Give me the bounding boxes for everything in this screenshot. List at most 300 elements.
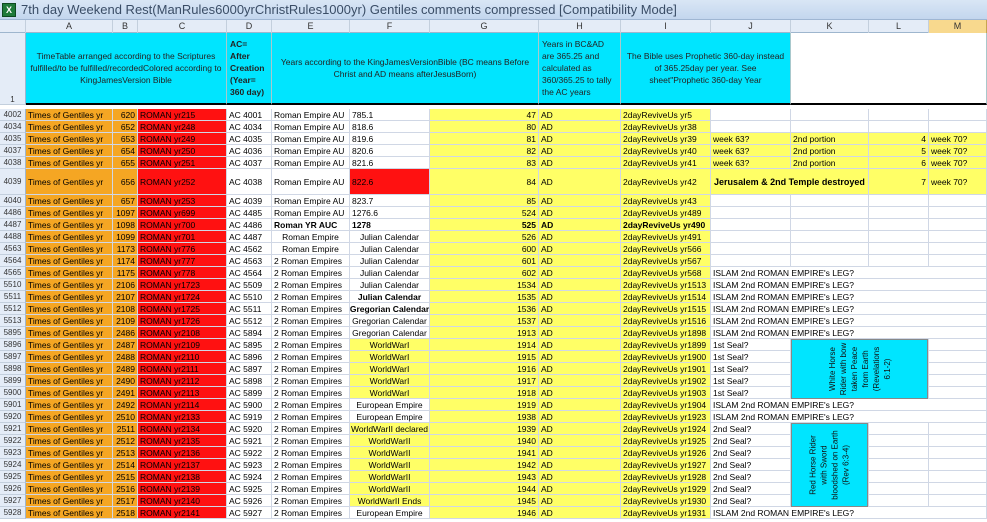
cell-j[interactable]: ISLAM 2nd ROMAN EMPIRE's LEG?: [711, 507, 987, 519]
cell-a[interactable]: Times of Gentiles yr: [26, 447, 113, 459]
cell-b[interactable]: 2513: [113, 447, 138, 459]
cell-k[interactable]: [791, 195, 869, 207]
cell-a[interactable]: Times of Gentiles yr: [26, 459, 113, 471]
cell-j[interactable]: ISLAM 2nd ROMAN EMPIRE's LEG?: [711, 327, 987, 339]
cell-d[interactable]: AC 5921: [227, 435, 272, 447]
cell-f[interactable]: WorldWarII: [350, 435, 430, 447]
cell-b[interactable]: 2510: [113, 411, 138, 423]
cell-l[interactable]: [869, 243, 929, 255]
cell-g[interactable]: 1536: [430, 303, 539, 315]
cell-l[interactable]: [869, 109, 929, 121]
row-header[interactable]: 4040: [0, 195, 26, 207]
cell-a[interactable]: Times of Gentiles yr: [26, 423, 113, 435]
cell-g[interactable]: 84: [430, 169, 539, 195]
cell-c[interactable]: ROMAN yr2109: [138, 339, 227, 351]
cell-e[interactable]: 2 Roman Empires: [272, 483, 350, 495]
cell-b[interactable]: 620: [113, 109, 138, 121]
cell-j[interactable]: ISLAM 2nd ROMAN EMPIRE's LEG?: [711, 303, 987, 315]
cell-c[interactable]: ROMAN yr1725: [138, 303, 227, 315]
cell-f[interactable]: Julian Calendar: [350, 231, 430, 243]
cell-a[interactable]: Times of Gentiles yr: [26, 471, 113, 483]
cell-d[interactable]: AC 5923: [227, 459, 272, 471]
cell-c[interactable]: ROMAN yr252: [138, 169, 227, 195]
cell-e[interactable]: Roman Empire AU: [272, 195, 350, 207]
cell-j[interactable]: [711, 121, 791, 133]
cell-j[interactable]: [711, 195, 791, 207]
cell-b[interactable]: 656: [113, 169, 138, 195]
cell-d[interactable]: AC 4486: [227, 219, 272, 231]
cell-f[interactable]: European Empire: [350, 507, 430, 519]
cell-c[interactable]: ROMAN yr699: [138, 207, 227, 219]
cell-b[interactable]: 2514: [113, 459, 138, 471]
row-header[interactable]: 5928: [0, 507, 26, 519]
cell-c[interactable]: ROMAN yr2138: [138, 471, 227, 483]
cell-m[interactable]: week 70?: [929, 169, 987, 195]
cell-k[interactable]: [791, 207, 869, 219]
cell-m[interactable]: [929, 351, 987, 363]
cell-d[interactable]: AC 5926: [227, 495, 272, 507]
header-bc-ad[interactable]: Years in BC&AD are 365.25 and calculated as 360/365.25 to tally the AC years: [539, 33, 621, 105]
cell-b[interactable]: 1098: [113, 219, 138, 231]
cell-g[interactable]: 1914: [430, 339, 539, 351]
cell-m[interactable]: [929, 195, 987, 207]
cell-f[interactable]: 823.7: [350, 195, 430, 207]
cell-e[interactable]: Roman Empire AU: [272, 169, 350, 195]
cell-e[interactable]: 2 Roman Empires: [272, 255, 350, 267]
cell-f[interactable]: European Empire: [350, 411, 430, 423]
cell-j[interactable]: 2nd Seal?: [711, 471, 791, 483]
cell-j[interactable]: ISLAM 2nd ROMAN EMPIRE's LEG?: [711, 411, 987, 423]
cell-j[interactable]: 1st Seal?: [711, 339, 791, 351]
cell-e[interactable]: 2 Roman Empires: [272, 459, 350, 471]
row-header[interactable]: 5927: [0, 495, 26, 507]
cell-i[interactable]: 2dayReviveUs yr1899: [621, 339, 711, 351]
cell-i[interactable]: 2dayReviveUs yr1929: [621, 483, 711, 495]
row-header[interactable]: 5896: [0, 339, 26, 351]
cell-d[interactable]: AC 4487: [227, 231, 272, 243]
cell-i[interactable]: 2dayReviveUs yr1513: [621, 279, 711, 291]
cell-i[interactable]: 2dayReviveUs yr1515: [621, 303, 711, 315]
cell-e[interactable]: 2 Roman Empires: [272, 423, 350, 435]
cell-g[interactable]: 1918: [430, 387, 539, 399]
excel-icon[interactable]: X: [2, 3, 16, 17]
column-header-D[interactable]: D: [227, 20, 272, 33]
cell-e[interactable]: 2 Roman Empires: [272, 327, 350, 339]
cell-a[interactable]: Times of Gentiles yr: [26, 133, 113, 145]
cell-i[interactable]: 2dayReviveUs yr1927: [621, 459, 711, 471]
cell-e[interactable]: 2 Roman Empires: [272, 399, 350, 411]
cell-g[interactable]: 525: [430, 219, 539, 231]
cell-d[interactable]: AC 5897: [227, 363, 272, 375]
row-header[interactable]: 5921: [0, 423, 26, 435]
cell-m[interactable]: [929, 219, 987, 231]
cell-f[interactable]: 822.6: [350, 169, 430, 195]
cell-c[interactable]: ROMAN yr777: [138, 255, 227, 267]
cell-a[interactable]: Times of Gentiles yr: [26, 207, 113, 219]
cell-h[interactable]: AD: [539, 471, 621, 483]
cell-b[interactable]: 1175: [113, 267, 138, 279]
cell-e[interactable]: 2 Roman Empires: [272, 435, 350, 447]
cell-c[interactable]: ROMAN yr2113: [138, 387, 227, 399]
row-header[interactable]: 5895: [0, 327, 26, 339]
cell-m[interactable]: [929, 447, 987, 459]
cell-a[interactable]: Times of Gentiles yr: [26, 267, 113, 279]
cell-a[interactable]: Times of Gentiles yr: [26, 399, 113, 411]
cell-m[interactable]: [929, 243, 987, 255]
cell-b[interactable]: 1097: [113, 207, 138, 219]
cell-a[interactable]: Times of Gentiles yr: [26, 435, 113, 447]
row-header[interactable]: 5512: [0, 303, 26, 315]
column-header-C[interactable]: C: [138, 20, 227, 33]
cell-f[interactable]: European Empire: [350, 399, 430, 411]
cell-b[interactable]: 2515: [113, 471, 138, 483]
cell-f[interactable]: WorldWarII: [350, 447, 430, 459]
cell-b[interactable]: 2492: [113, 399, 138, 411]
cell-k[interactable]: [791, 243, 869, 255]
cell-a[interactable]: Times of Gentiles yr: [26, 339, 113, 351]
cell-j[interactable]: week 63?: [711, 133, 791, 145]
column-header-K[interactable]: K: [791, 20, 869, 33]
cell-c[interactable]: ROMAN yr778: [138, 267, 227, 279]
cell-d[interactable]: AC 5894: [227, 327, 272, 339]
header-kjv-years[interactable]: Years according to the KingJamesVersionBible (BC means Before Christ and AD means afterJesusBorn): [272, 33, 539, 105]
cell-m[interactable]: [929, 231, 987, 243]
cell-h[interactable]: AD: [539, 145, 621, 157]
cell-j[interactable]: ISLAM 2nd ROMAN EMPIRE's LEG?: [711, 267, 987, 279]
cell-c[interactable]: ROMAN yr2112: [138, 375, 227, 387]
cell-a[interactable]: Times of Gentiles yr: [26, 145, 113, 157]
cell-a[interactable]: Times of Gentiles yr: [26, 169, 113, 195]
cell-e[interactable]: 2 Roman Empires: [272, 495, 350, 507]
cell-c[interactable]: ROMAN yr2114: [138, 399, 227, 411]
cell-e[interactable]: 2 Roman Empires: [272, 291, 350, 303]
cell-i[interactable]: 2dayReviveUs yr5: [621, 109, 711, 121]
cell-j[interactable]: 2nd Seal?: [711, 483, 791, 495]
cell-d[interactable]: AC 5920: [227, 423, 272, 435]
cell-g[interactable]: 83: [430, 157, 539, 169]
cell-b[interactable]: 652: [113, 121, 138, 133]
cell-j[interactable]: 2nd Seal?: [711, 435, 791, 447]
cell-i[interactable]: 2dayReviveUs yr1926: [621, 447, 711, 459]
cell-f[interactable]: WorldWarII Ends: [350, 495, 430, 507]
cell-c[interactable]: ROMAN yr2110: [138, 351, 227, 363]
cell-c[interactable]: ROMAN yr250: [138, 145, 227, 157]
cell-i[interactable]: 2dayReviveUs yr39: [621, 133, 711, 145]
cell-h[interactable]: AD: [539, 459, 621, 471]
cell-c[interactable]: ROMAN yr701: [138, 231, 227, 243]
cell-a[interactable]: Times of Gentiles yr: [26, 121, 113, 133]
cell-l[interactable]: 4: [869, 133, 929, 145]
cell-c[interactable]: ROMAN yr248: [138, 121, 227, 133]
cell-d[interactable]: AC 4036: [227, 145, 272, 157]
cell-h[interactable]: AD: [539, 351, 621, 363]
cell-g[interactable]: 81: [430, 133, 539, 145]
column-header-E[interactable]: E: [272, 20, 350, 33]
cell-e[interactable]: 2 Roman Empires: [272, 507, 350, 519]
cell-g[interactable]: 600: [430, 243, 539, 255]
cell-f[interactable]: Julian Calendar: [350, 255, 430, 267]
cell-b[interactable]: 2511: [113, 423, 138, 435]
cell-j[interactable]: 2nd Seal?: [711, 459, 791, 471]
cell-g[interactable]: 1913: [430, 327, 539, 339]
row-header[interactable]: 5898: [0, 363, 26, 375]
cell-f[interactable]: Julian Calendar: [350, 267, 430, 279]
cell-b[interactable]: 2488: [113, 351, 138, 363]
row-header[interactable]: 5510: [0, 279, 26, 291]
cell-i[interactable]: 2dayReviveUs yr1514: [621, 291, 711, 303]
cell-f[interactable]: WorldWarI: [350, 339, 430, 351]
cell-b[interactable]: 2486: [113, 327, 138, 339]
cell-f[interactable]: 819.6: [350, 133, 430, 145]
cell-h[interactable]: AD: [539, 447, 621, 459]
row-header[interactable]: 5926: [0, 483, 26, 495]
cell-i[interactable]: 2dayReviveUs yr566: [621, 243, 711, 255]
cell-m[interactable]: [929, 339, 987, 351]
cell-g[interactable]: 1945: [430, 495, 539, 507]
cell-b[interactable]: 653: [113, 133, 138, 145]
cell-h[interactable]: AD: [539, 363, 621, 375]
cell-g[interactable]: 601: [430, 255, 539, 267]
cell-j[interactable]: [711, 109, 791, 121]
cell-i[interactable]: 2dayReviveUs yr38: [621, 121, 711, 133]
cell-e[interactable]: Roman YR AUC: [272, 219, 350, 231]
cell-d[interactable]: AC 5900: [227, 399, 272, 411]
cell-d[interactable]: AC 4038: [227, 169, 272, 195]
cell-m[interactable]: [929, 423, 987, 435]
cell-h[interactable]: AD: [539, 195, 621, 207]
cell-d[interactable]: AC 4564: [227, 267, 272, 279]
cell-c[interactable]: ROMAN yr2133: [138, 411, 227, 423]
row-header[interactable]: 5923: [0, 447, 26, 459]
note-red-horse[interactable]: [791, 423, 868, 507]
cell-l[interactable]: 5: [869, 145, 929, 157]
cell-g[interactable]: 1535: [430, 291, 539, 303]
cell-i[interactable]: 2dayReviveUs yr1925: [621, 435, 711, 447]
cell-c[interactable]: ROMAN yr1723: [138, 279, 227, 291]
cell-h[interactable]: AD: [539, 327, 621, 339]
cell-b[interactable]: 2107: [113, 291, 138, 303]
cell-f[interactable]: WorldWarI: [350, 363, 430, 375]
cell-f[interactable]: WorldWarI: [350, 387, 430, 399]
cell-m[interactable]: [929, 495, 987, 507]
header-prophetic[interactable]: The Bible uses Prophetic 360-day instead of 365.25day per year. See sheet"Prophetic 360-day Year: [621, 33, 791, 105]
cell-f[interactable]: Julian Calendar: [350, 291, 430, 303]
cell-m[interactable]: week 70?: [929, 157, 987, 169]
cell-l[interactable]: [869, 471, 929, 483]
cell-k[interactable]: [791, 109, 869, 121]
cell-c[interactable]: ROMAN yr249: [138, 133, 227, 145]
cell-j[interactable]: [711, 243, 791, 255]
cell-c[interactable]: ROMAN yr215: [138, 109, 227, 121]
cell-k[interactable]: [791, 231, 869, 243]
row-header[interactable]: 4035: [0, 133, 26, 145]
cell-h[interactable]: AD: [539, 483, 621, 495]
row-header[interactable]: 5511: [0, 291, 26, 303]
row-header[interactable]: 4486: [0, 207, 26, 219]
cell-e[interactable]: 2 Roman Empires: [272, 279, 350, 291]
cell-b[interactable]: 1174: [113, 255, 138, 267]
column-header-A[interactable]: A: [26, 20, 113, 33]
header-timetable[interactable]: TimeTable arranged according to the Scriptures fulfilled/to be fulfilled/recordedColored according to KingJamesVersion Bible: [26, 33, 227, 105]
cell-a[interactable]: Times of Gentiles yr: [26, 157, 113, 169]
cell-i[interactable]: 2dayReviveUs yr491: [621, 231, 711, 243]
cell-d[interactable]: AC 4037: [227, 157, 272, 169]
cell-l[interactable]: [869, 423, 929, 435]
select-all-corner[interactable]: [0, 20, 26, 33]
cell-f[interactable]: 1276.6: [350, 207, 430, 219]
row-header[interactable]: 5899: [0, 375, 26, 387]
cell-l[interactable]: [869, 207, 929, 219]
cell-j[interactable]: [711, 231, 791, 243]
cell-a[interactable]: Times of Gentiles yr: [26, 483, 113, 495]
cell-g[interactable]: 1941: [430, 447, 539, 459]
cell-i[interactable]: 2dayReviveUs yr1928: [621, 471, 711, 483]
cell-k[interactable]: [791, 121, 869, 133]
column-header-I[interactable]: I: [621, 20, 711, 33]
cell-e[interactable]: Roman Empire AU: [272, 121, 350, 133]
cell-l[interactable]: [869, 255, 929, 267]
cell-d[interactable]: AC 5925: [227, 483, 272, 495]
cell-e[interactable]: Roman Empire AU: [272, 109, 350, 121]
cell-g[interactable]: 82: [430, 145, 539, 157]
cell-b[interactable]: 2487: [113, 339, 138, 351]
cell-a[interactable]: Times of Gentiles yr: [26, 411, 113, 423]
cell-h[interactable]: AD: [539, 157, 621, 169]
cell-b[interactable]: 1099: [113, 231, 138, 243]
row-header[interactable]: 5897: [0, 351, 26, 363]
cell-d[interactable]: AC 5924: [227, 471, 272, 483]
cell-c[interactable]: ROMAN yr1726: [138, 315, 227, 327]
cell-d[interactable]: AC 4563: [227, 255, 272, 267]
cell-h[interactable]: AD: [539, 121, 621, 133]
row-header[interactable]: 5925: [0, 471, 26, 483]
column-header-F[interactable]: F: [350, 20, 430, 33]
cell-i[interactable]: 2dayReviveUs yr41: [621, 157, 711, 169]
column-header-B[interactable]: B: [113, 20, 138, 33]
cell-l[interactable]: 6: [869, 157, 929, 169]
cell-d[interactable]: AC 5895: [227, 339, 272, 351]
cell-g[interactable]: 1915: [430, 351, 539, 363]
cell-g[interactable]: 1919: [430, 399, 539, 411]
cell-b[interactable]: 2517: [113, 495, 138, 507]
cell-e[interactable]: Roman Empire AU: [272, 133, 350, 145]
cell-g[interactable]: 85: [430, 195, 539, 207]
cell-a[interactable]: Times of Gentiles yr: [26, 351, 113, 363]
cell-f[interactable]: 821.6: [350, 157, 430, 169]
cell-j[interactable]: 2nd Seal?: [711, 423, 791, 435]
cell-h[interactable]: AD: [539, 109, 621, 121]
cell-b[interactable]: 2106: [113, 279, 138, 291]
cell-g[interactable]: 1917: [430, 375, 539, 387]
cell-k[interactable]: [791, 219, 869, 231]
cell-i[interactable]: 2dayReviveUs yr567: [621, 255, 711, 267]
cell-d[interactable]: AC 5898: [227, 375, 272, 387]
cell-i[interactable]: 2dayReviveUs yr568: [621, 267, 711, 279]
cell-h[interactable]: AD: [539, 399, 621, 411]
cell-c[interactable]: ROMAN yr251: [138, 157, 227, 169]
cell-i[interactable]: 2dayReviveUs yr489: [621, 207, 711, 219]
cell-e[interactable]: Roman Empire: [272, 243, 350, 255]
cell-d[interactable]: AC 4039: [227, 195, 272, 207]
cell-e[interactable]: 2 Roman Empires: [272, 363, 350, 375]
header-empty[interactable]: [791, 33, 987, 105]
cell-b[interactable]: 2518: [113, 507, 138, 519]
row-header[interactable]: 4565: [0, 267, 26, 279]
cell-j[interactable]: 1st Seal?: [711, 363, 791, 375]
row-header[interactable]: 5901: [0, 399, 26, 411]
cell-a[interactable]: Times of Gentiles yr: [26, 243, 113, 255]
cell-a[interactable]: Times of Gentiles yr: [26, 315, 113, 327]
cell-f[interactable]: 785.1: [350, 109, 430, 121]
cell-j[interactable]: ISLAM 2nd ROMAN EMPIRE's LEG?: [711, 279, 987, 291]
cell-h[interactable]: AD: [539, 303, 621, 315]
row-header[interactable]: 4487: [0, 219, 26, 231]
row-header[interactable]: 1: [0, 33, 26, 105]
cell-a[interactable]: Times of Gentiles yr: [26, 195, 113, 207]
cell-c[interactable]: ROMAN yr700: [138, 219, 227, 231]
cell-l[interactable]: [869, 483, 929, 495]
cell-f[interactable]: Julian Calendar: [350, 279, 430, 291]
cell-c[interactable]: ROMAN yr2134: [138, 423, 227, 435]
cell-a[interactable]: Times of Gentiles yr: [26, 109, 113, 121]
cell-b[interactable]: 657: [113, 195, 138, 207]
cell-j-merged[interactable]: Jerusalem & 2nd Temple destroyed: [711, 169, 869, 195]
cell-f[interactable]: WorldWarI: [350, 351, 430, 363]
note-white-horse[interactable]: [791, 339, 928, 399]
cell-e[interactable]: Roman Empire AU: [272, 207, 350, 219]
cell-f[interactable]: Gregorian Calendar: [350, 315, 430, 327]
cell-i[interactable]: 2dayReviveUs yr1923: [621, 411, 711, 423]
cell-l[interactable]: 7: [869, 169, 929, 195]
cell-m[interactable]: [929, 459, 987, 471]
cell-l[interactable]: [869, 447, 929, 459]
cell-h[interactable]: AD: [539, 375, 621, 387]
cell-j[interactable]: 1st Seal?: [711, 375, 791, 387]
cell-a[interactable]: Times of Gentiles yr: [26, 291, 113, 303]
cell-g[interactable]: 1942: [430, 459, 539, 471]
cell-f[interactable]: 1278: [350, 219, 430, 231]
cell-j[interactable]: [711, 255, 791, 267]
cell-b[interactable]: 2108: [113, 303, 138, 315]
cell-e[interactable]: 2 Roman Empires: [272, 351, 350, 363]
cell-a[interactable]: Times of Gentiles yr: [26, 231, 113, 243]
cell-j[interactable]: [711, 207, 791, 219]
cell-m[interactable]: [929, 375, 987, 387]
cell-b[interactable]: 655: [113, 157, 138, 169]
cell-k[interactable]: 2nd portion: [791, 133, 869, 145]
cell-i[interactable]: 2dayReviveUs yr1901: [621, 363, 711, 375]
cell-m[interactable]: [929, 387, 987, 399]
cell-d[interactable]: AC 5509: [227, 279, 272, 291]
cell-h[interactable]: AD: [539, 219, 621, 231]
cell-j[interactable]: week 63?: [711, 145, 791, 157]
cell-j[interactable]: [711, 219, 791, 231]
cell-h[interactable]: AD: [539, 169, 621, 195]
cell-g[interactable]: 47: [430, 109, 539, 121]
row-header[interactable]: 4563: [0, 243, 26, 255]
cell-h[interactable]: AD: [539, 267, 621, 279]
cell-e[interactable]: 2 Roman Empires: [272, 375, 350, 387]
cell-g[interactable]: 602: [430, 267, 539, 279]
cell-b[interactable]: 2491: [113, 387, 138, 399]
cell-e[interactable]: 2 Roman Empires: [272, 339, 350, 351]
cell-h[interactable]: AD: [539, 243, 621, 255]
cell-c[interactable]: ROMAN yr2137: [138, 459, 227, 471]
cell-h[interactable]: AD: [539, 423, 621, 435]
cell-h[interactable]: AD: [539, 207, 621, 219]
row-header[interactable]: 4039: [0, 169, 26, 195]
cell-i[interactable]: 2dayReviveUs yr1931: [621, 507, 711, 519]
